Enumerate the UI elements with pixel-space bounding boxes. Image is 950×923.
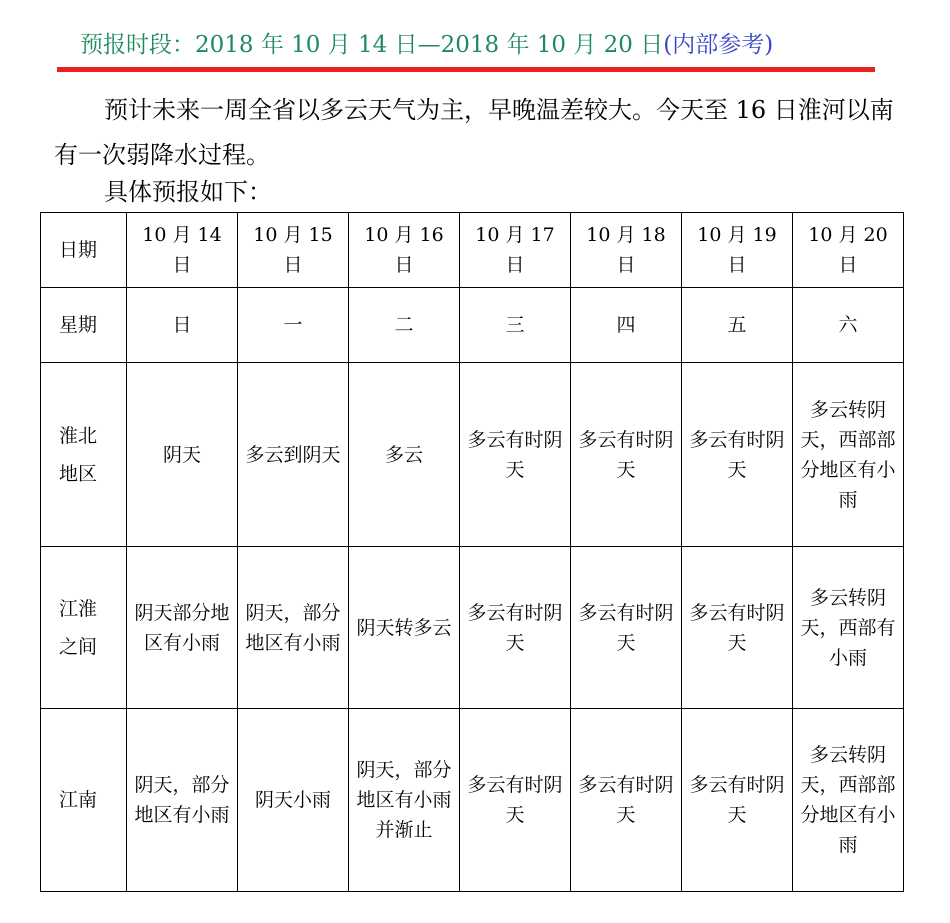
forecast-cell: 阴天，部分地区有小雨 [127, 709, 238, 892]
forecast-cell: 多云到阴天 [238, 363, 349, 547]
forecast-cell: 多云有时阴天 [571, 709, 682, 892]
region-name-line: 淮北 [59, 424, 98, 447]
forecast-cell: 阴天小雨 [238, 709, 349, 892]
forecast-cell: 多云有时阴天 [460, 547, 571, 709]
date-cell: 10 月 16 日 [349, 213, 460, 288]
date-cell: 10 月 17 日 [460, 213, 571, 288]
date-cell: 10 月 20 日 [793, 213, 904, 288]
forecast-cell: 多云转阴天，西部部分地区有小雨 [793, 709, 904, 892]
region-name-line: 地区 [59, 462, 98, 485]
weekday-cell: 三 [460, 288, 571, 363]
date-cell: 10 月 18 日 [571, 213, 682, 288]
forecast-table [40, 212, 904, 892]
forecast-cell: 阴天，部分地区有小雨并渐止 [349, 709, 460, 892]
region-row [41, 547, 904, 709]
internal-reference-note: (内部参考) [663, 32, 774, 58]
region-row [41, 709, 904, 892]
forecast-cell: 多云转阴天，西部有小雨 [793, 547, 904, 709]
forecast-cell: 多云转阴天，西部部分地区有小雨 [793, 363, 904, 547]
summary-text: 预计未来一周全省以多云天气为主，早晚温差较大。今天至 16 日淮河以南有一次弱降水过程。 [54, 96, 894, 169]
weekday-row [41, 288, 904, 363]
region-row [41, 363, 904, 547]
date-row [41, 213, 904, 288]
forecast-cell: 阴天，部分地区有小雨 [238, 547, 349, 709]
forecast-cell: 多云有时阴天 [682, 547, 793, 709]
region-name-line: 江南 [59, 789, 98, 811]
forecast-cell: 多云有时阴天 [460, 363, 571, 547]
weekday-cell: 二 [349, 288, 460, 363]
date-cell: 10 月 15 日 [238, 213, 349, 288]
forecast-period-header [80, 26, 773, 59]
region-name-line: 之间 [59, 635, 98, 658]
red-divider [57, 67, 875, 72]
weekday-cell: 四 [571, 288, 682, 363]
weekday-cell: 五 [682, 288, 793, 363]
forecast-cell: 多云有时阴天 [682, 709, 793, 892]
forecast-cell: 多云有时阴天 [571, 363, 682, 547]
forecast-cell: 多云有时阴天 [682, 363, 793, 547]
date-cell: 10 月 19 日 [682, 213, 793, 288]
weekday-row-label: 星期 [41, 288, 127, 363]
forecast-cell: 阴天 [127, 363, 238, 547]
region-name [41, 709, 127, 892]
date-row-label: 日期 [41, 213, 127, 288]
date-cell: 10 月 14 日 [127, 213, 238, 288]
forecast-cell: 阴天转多云 [349, 547, 460, 709]
region-name-line: 江淮 [59, 597, 98, 620]
forecast-cell: 多云有时阴天 [571, 547, 682, 709]
forecast-period: 预报时段：2018 年 10 月 14 日—2018 年 10 月 20 日 [80, 32, 664, 58]
weekday-cell: 一 [238, 288, 349, 363]
region-name [41, 547, 127, 709]
forecast-cell: 阴天部分地区有小雨 [127, 547, 238, 709]
forecast-cell: 多云有时阴天 [460, 709, 571, 892]
summary-paragraph [54, 88, 896, 178]
weekday-cell: 六 [793, 288, 904, 363]
weekday-cell: 日 [127, 288, 238, 363]
region-name [41, 363, 127, 547]
details-intro: 具体预报如下： [104, 178, 272, 206]
forecast-cell: 多云 [349, 363, 460, 547]
